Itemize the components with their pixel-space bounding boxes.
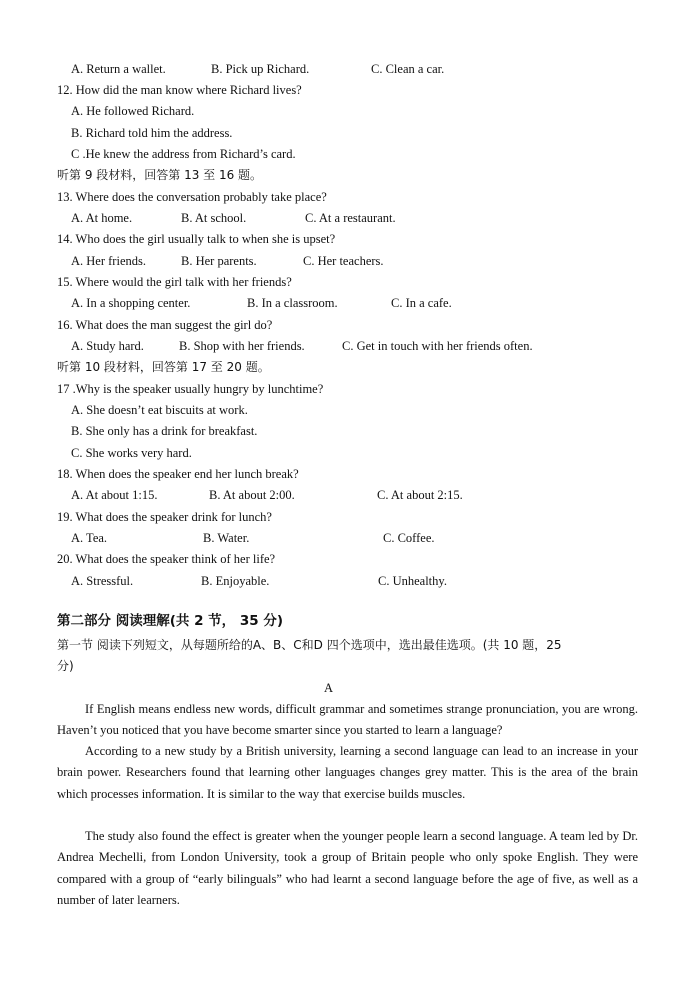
passage-paragraph-2: According to a new study by a British university, learning a second language can lead to an increase in your brain power. Researchers found that learning other languages changes grey matter. This is the area of the brain which processes information. It is similar to the way that exercise builds muscles.: [57, 744, 638, 801]
q16-option-c: C. Get in touch with her friends often.: [342, 339, 533, 353]
q20-option-b: B. Enjoyable.: [201, 574, 270, 588]
q18-option-c: C. At about 2:15.: [377, 488, 463, 502]
q12-option-b: B. Richard told him the address.: [71, 126, 233, 140]
q14-option-b: B. Her parents.: [181, 254, 257, 268]
part-two-title: 第二部分 阅读理解(共 2 节， 35 分): [57, 613, 284, 629]
q12-question: 12. How did the man know where Richard lives?: [57, 83, 302, 97]
passage-label: A: [324, 681, 334, 695]
q18-option-a: A. At about 1:15.: [71, 488, 158, 502]
section-one-instruction-cont: 分): [57, 659, 74, 673]
q13-question: 13. Where does the conversation probably take place?: [57, 190, 327, 204]
q16-option-b: B. Shop with her friends.: [179, 339, 305, 353]
q20-option-c: C. Unhealthy.: [378, 574, 447, 588]
q11-option-a: A. Return a wallet.: [71, 62, 166, 76]
q18-question: 18. When does the speaker end her lunch break?: [57, 467, 299, 481]
q14-option-c: C. Her teachers.: [303, 254, 384, 268]
passage-paragraph-1: If English means endless new words, difficult grammar and sometimes strange pronunciation, you are wrong. Haven’t you noticed that you have become smarter since you started to learn a language?: [57, 702, 638, 738]
q16-option-a: A. Study hard.: [71, 339, 144, 353]
q17-option-c: C. She works very hard.: [71, 446, 192, 460]
q13-option-c: C. At a restaurant.: [305, 211, 396, 225]
q12-option-c: C .He knew the address from Richard’s card.: [71, 147, 296, 161]
q19-option-b: B. Water.: [203, 531, 250, 545]
q19-question: 19. What does the speaker drink for lunch?: [57, 510, 272, 524]
q13-option-a: A. At home.: [71, 211, 133, 225]
q14-question: 14. Who does the girl usually talk to when she is upset?: [57, 232, 336, 246]
q18-option-b: B. At about 2:00.: [209, 488, 295, 502]
q11-option-b: B. Pick up Richard.: [211, 62, 310, 76]
q15-option-c: C. In a cafe.: [391, 296, 452, 310]
q19-option-a: A. Tea.: [71, 531, 108, 545]
q19-option-c: C. Coffee.: [383, 531, 435, 545]
passage-paragraph-3: The study also found the effect is greater when the younger people learn a second language. A team led by Dr. Andrea Mechelli, from London University, took a group of Britain people who only spoke English. They were compared with a group of “early bilinguals” who had learnt a second language before the age of five, as well as a number of later learners.: [57, 829, 638, 907]
q11-option-c: C. Clean a car.: [371, 62, 445, 76]
q16-question: 16. What does the man suggest the girl do?: [57, 318, 273, 332]
instruction-section-9: 听第 9 段材料，回答第 13 至 16 题。: [57, 168, 263, 182]
q20-question: 20. What does the speaker think of her life?: [57, 552, 276, 566]
instruction-section-10: 听第 10 段材料，回答第 17 至 20 题。: [57, 360, 270, 374]
q13-option-b: B. At school.: [181, 211, 247, 225]
q15-option-b: B. In a classroom.: [247, 296, 338, 310]
q15-question: 15. Where would the girl talk with her friends?: [57, 275, 292, 289]
q20-option-a: A. Stressful.: [71, 574, 134, 588]
q15-option-a: A. In a shopping center.: [71, 296, 191, 310]
q17-option-b: B. She only has a drink for breakfast.: [71, 424, 258, 438]
q14-option-a: A. Her friends.: [71, 254, 146, 268]
q12-option-a: A. He followed Richard.: [71, 104, 195, 118]
section-one-instruction: 第一节 阅读下列短文，从每题所给的A、B、C和D 四个选项中，选出最佳选项。(共 10 题，25: [57, 638, 562, 652]
q17-question: 17 .Why is the speaker usually hungry by lunchtime?: [57, 382, 324, 396]
q17-option-a: A. She doesn’t eat biscuits at work.: [71, 403, 248, 417]
